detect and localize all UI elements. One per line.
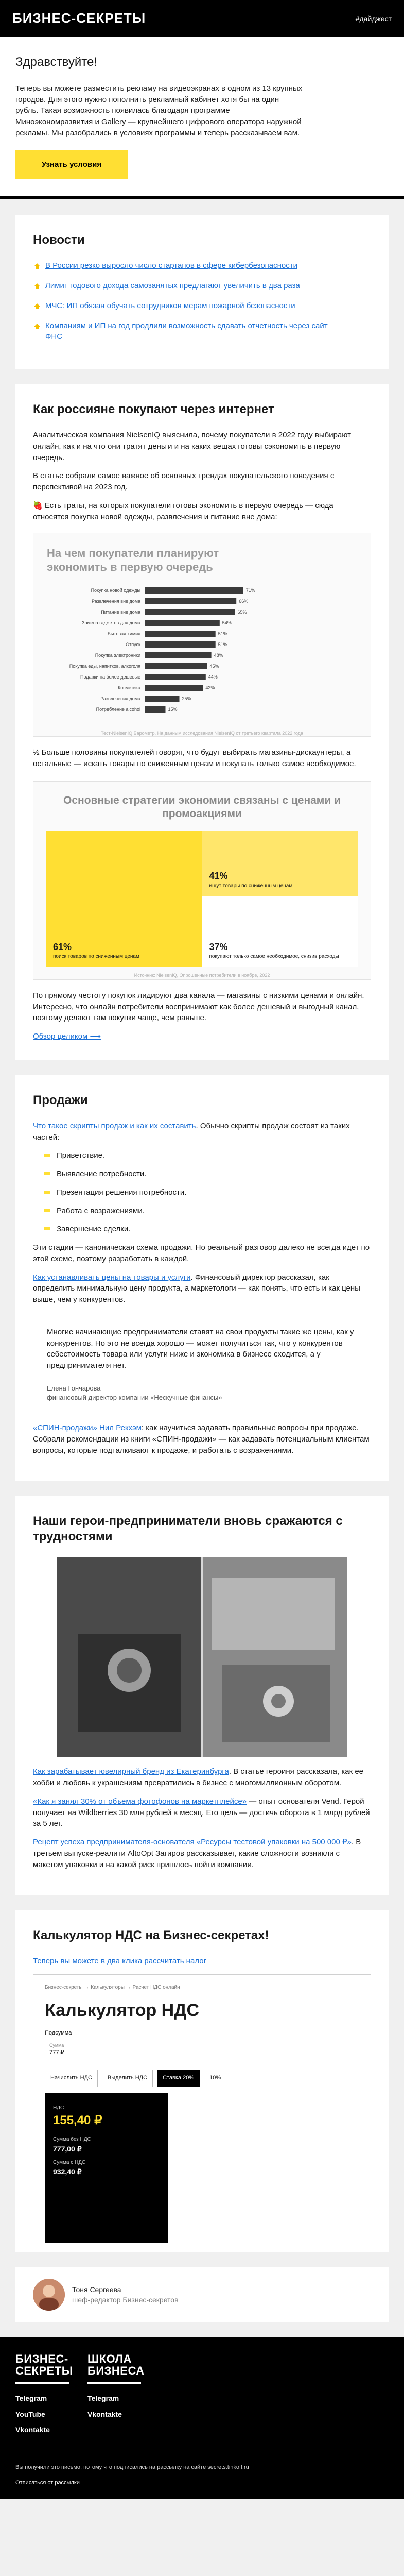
paragraph: ½ Больше половины покупателей говорят, что будут выбирать магазины-дискаунтеры, а остальные — искать товары по сниженным ценам и покупать только самое необходимое. [33, 748, 356, 769]
calculator-title: Калькулятор НДС на Бизнес-секретах! [33, 1928, 269, 1943]
footer-col-secrets [15, 2353, 87, 2440]
bar-label: Отпуск [126, 642, 140, 648]
news-item [33, 300, 371, 312]
subscription-note: Вы получили это письмо, потому что подписались на рассылку на сайте secrets.tinkoff.ru [15, 2464, 249, 2471]
news-item [33, 280, 371, 292]
extract-vat-button[interactable]: Выделить НДС [102, 2070, 153, 2087]
bar [145, 674, 206, 680]
strategy-right-column [202, 831, 359, 967]
news-link[interactable]: Компаниям и ИП на год продлили возможность сдавать отчетность через сайт ФНС [45, 321, 328, 342]
bar-label: Косметика [118, 685, 140, 691]
editor-role: шеф-редактор Бизнес-секретов [72, 2296, 179, 2304]
bar-label: Покупка электроники [95, 653, 140, 658]
bar-value-label: 45% [209, 664, 219, 669]
list-item: Презентация решения потребности. [44, 1187, 371, 1198]
news-bullet-icon [33, 282, 41, 290]
bar [145, 631, 216, 637]
bar-value-label: 65% [237, 609, 247, 615]
add-vat-button[interactable]: Начислить НДС [45, 2070, 98, 2087]
result-value: 777,00 ₽ [53, 2144, 82, 2153]
savings-bar-chart [33, 533, 371, 737]
bar [145, 598, 236, 604]
bar-label: Развлечения дома [100, 696, 140, 702]
bar-label: Развлечения вне дома [91, 599, 140, 604]
bar-value-label: 54% [222, 620, 232, 626]
paragraph: В статье собрали самое важное об основных трендах покупательского поведения с перспективой на 2023 год. [33, 471, 335, 492]
bar [145, 685, 203, 691]
bar-value-label: 48% [214, 653, 223, 658]
avatar [33, 2279, 65, 2311]
quote-text: Многие начинающие предприниматели ставят на свои продукты такие же цены, как у конкурентов. Но это не всегда хорошо — может получиться так, что у конкурентов себестоимость товара или услуги ниже и экономика в бизнесе сходится, а у предпринимателя нет. [47, 1327, 354, 1370]
bar-value-label: 15% [168, 707, 178, 713]
list-item: Приветствие. [44, 1150, 371, 1161]
vkontakte-link[interactable]: Vkontakte [15, 2425, 50, 2434]
bar-label: Покупка еды, напитков, алкоголя [69, 664, 140, 669]
jewelry-photo [57, 1557, 347, 1757]
input-value: 777 ₽ [49, 2049, 64, 2056]
bar-value-label: 51% [218, 642, 227, 648]
paragraph [33, 1766, 371, 1789]
strategy-value: 61% [53, 941, 72, 952]
bar-value-label: 42% [205, 685, 215, 691]
paragraph-text: . В третьем выпуске-реалити AltoOpt Загиров рассказывает, какие сложности возникли с макетом упаковки и на какой риск пришлось пойти компании. [33, 1838, 361, 1869]
paragraph: 🍓 Есть траты, на которых покупатели готовы экономить в первую очередь — сюда относятся покупка новой одежды, развлечения и питание вне дома: [33, 501, 333, 521]
calculator-section [15, 1910, 389, 2252]
bar-value-label: 51% [218, 631, 227, 637]
quote-role: финансовый директор компании «Нескучные финансы» [47, 1393, 222, 1401]
field-label: Подсумма [45, 2029, 72, 2036]
bar [145, 609, 235, 615]
consumers-section [15, 384, 389, 1060]
bar [145, 663, 207, 669]
sales-section [15, 1075, 389, 1481]
bar-label: Замена гаджетов для дома [82, 620, 140, 626]
bar [145, 620, 220, 626]
footer-logo-secrets[interactable]: БИЗНЕС-СЕКРЕТЫ [15, 2353, 69, 2384]
list-item: Выявление потребности. [44, 1168, 371, 1180]
heroes-title: Наши герои-предприниматели вновь сражаются с трудностями [33, 1514, 343, 1544]
scripts-link[interactable]: Что такое скрипты продаж и как их составить [33, 1121, 196, 1130]
paragraph [33, 1272, 371, 1306]
calculator-buttons [45, 2070, 359, 2087]
greeting: Здравствуйте! [15, 55, 98, 69]
news-link[interactable]: В России резко выросло число стартапов в сфере кибербезопасности [45, 261, 297, 270]
news-item [33, 260, 371, 272]
brand-logo[interactable]: БИЗНЕС-СЕКРЕТЫ [12, 10, 146, 26]
marketplace-link[interactable]: «Как я занял 30% от объема фотофонов на маркетплейсе» [33, 1797, 247, 1806]
paragraph-text: . Финансовый директор рассказал, как определить минимальную цену продукта, а маркетологи — как понять, что есть и как цены выше, чем у конкурентов. [33, 1273, 360, 1304]
expert-quote [33, 1314, 371, 1413]
chart-note: Тест-NielsenIQ Барометр, На данным исследования NielsenIQ от третьего квартала 2022 года [101, 730, 303, 736]
bar-label: Подарки на более дешевые [80, 674, 140, 680]
strategy-label: поиск товаров по сниженным ценам [53, 953, 139, 959]
bar-label: Покупка новой одежды [91, 588, 140, 594]
news-item [33, 320, 371, 343]
editor-signature [15, 2267, 389, 2322]
jewelry-workshop-image [57, 1557, 347, 1757]
paragraph-text: . В статье героиня рассказала, как ее хобби и любовь к украшениям превратились в бизнес с многомиллионным оборотом. [33, 1767, 364, 1788]
bar [145, 587, 243, 594]
chart-title: Основные стратегии экономии связаны с ценами и промоакциями [63, 794, 341, 820]
news-link[interactable]: МЧС: ИП обязан обучать сотрудников мерам пожарной безопасности [45, 301, 295, 310]
learn-conditions-button[interactable]: Узнать условия [15, 150, 128, 179]
strategy-label: ищут товары по сниженным ценам [209, 883, 293, 889]
sales-title: Продажи [33, 1093, 88, 1107]
bar [145, 706, 166, 713]
pricing-link[interactable]: Как устанавливать цены на товары и услуги [33, 1273, 191, 1282]
amount-input[interactable] [45, 2040, 136, 2061]
youtube-link[interactable]: YouTube [15, 2410, 45, 2418]
email-footer [0, 2337, 404, 2499]
calculator-preview[interactable] [33, 1974, 371, 2234]
news-bullet-icon [33, 262, 41, 270]
reality-link[interactable]: Рецепт успеха предпринимателя-основателя «Ресурсы тестовой упаковки на 500 000 ₽» [33, 1838, 352, 1847]
quote-author: Елена Гончарова [47, 1384, 101, 1392]
paragraph-text: . Обычно скрипты продаж состоят из таких частей: [33, 1121, 350, 1142]
calculator-result [45, 2093, 168, 2243]
unsubscribe-link[interactable]: Отписаться от рассылки [15, 2480, 80, 2486]
strategy-value: 41% [209, 871, 228, 882]
paragraph: Аналитическая компания NielsenIQ выяснила, почему покупатели в 2022 году выбирают онлайн, как и на что они тратят деньги и на каких вещах готовы сэкономить в первую очередь. [33, 431, 352, 462]
sales-stages-list [44, 1150, 371, 1235]
bar-chart-svg [47, 583, 314, 722]
bar-label: Питание вне дома [101, 609, 140, 615]
hero-text: Теперь вы можете разместить рекламу на видеоэкранах в одном из 13 крупных городов. Для этого нужно пополнить рекламный кабинет хотя бы на один рубль. Такая возможность появилась благодаря программе Миноэкономразвития и Gallery — крупнейшего цифрового оператора наружной рекламы. Мы разобрались в условиях программы и теперь рассказываем вам. [15, 83, 303, 138]
calculator-heading: Калькулятор НДС [45, 2000, 200, 2020]
strategy-value: 37% [209, 941, 228, 952]
bar-value-label: 66% [239, 599, 249, 604]
footer-logo-school[interactable]: ШКОЛА БИЗНЕСА [87, 2353, 141, 2384]
bar [145, 641, 216, 648]
result-value: 932,40 ₽ [53, 2167, 82, 2176]
signature-text [72, 2284, 179, 2306]
list-item: Работа с возражениями. [44, 1206, 371, 1217]
bar-value-label: 44% [208, 674, 218, 680]
editor-name: Тоня Сергеева [72, 2285, 121, 2294]
footer-columns [15, 2353, 389, 2440]
bar-value-label: 71% [245, 588, 255, 594]
rate-10-button[interactable]: 10% [204, 2070, 226, 2087]
input-label: Сумма [49, 2042, 64, 2048]
jewelry-link[interactable]: Как зарабатывает ювелирный бренд из Екатеринбурга [33, 1767, 229, 1776]
spin-link[interactable]: «СПИН-продажи» Нил Рекхэм [33, 1423, 142, 1433]
bar-label: Потребление alcohol [96, 707, 140, 713]
calculator-link[interactable]: Теперь вы можете в два клика рассчитать налог [33, 1957, 207, 1966]
paragraph: По прямому честоту покупок лидируют два канала — магазины с низкими ценами и онлайн. Интересно, что онлайн потребители воспринимают как более дешевый и выгодный канал, поэтому делают там покупки чаще, чем раньше. [33, 991, 364, 1023]
strategies-grid [46, 831, 358, 967]
news-section [15, 215, 389, 369]
news-title: Новости [33, 233, 85, 247]
bar [145, 652, 212, 658]
list-item: Завершение сделки. [44, 1224, 371, 1235]
rate-20-button[interactable]: Ставка 20% [157, 2070, 200, 2087]
email-header [0, 0, 404, 37]
news-bullet-icon [33, 322, 41, 330]
telegram-link[interactable]: Telegram [15, 2394, 47, 2403]
strategies-chart [33, 781, 371, 980]
full-review-link[interactable]: Обзор целиком ⟶ [33, 1032, 101, 1041]
result-label: Сумма без НДС [53, 2137, 91, 2143]
strategy-cell [202, 831, 359, 896]
chart-note: Источник: NielsenIQ, Опрошенные потребители в ноябре, 2022 [134, 973, 270, 978]
result-label: НДС [53, 2105, 64, 2111]
news-bullet-icon [33, 302, 41, 310]
breadcrumb: Бизнес-секреты → Калькуляторы → Расчет НДС онлайн [45, 1985, 180, 1991]
bar-value-label: 25% [182, 696, 191, 702]
bar [145, 696, 180, 702]
editor-photo [33, 2279, 65, 2311]
strategy-cell [202, 896, 359, 967]
heroes-section [15, 1496, 389, 1895]
news-link[interactable]: Лимит годового дохода самозанятых предлагают увеличить в два раза [45, 281, 300, 291]
footer-col-school [87, 2353, 160, 2440]
vkontakte-link[interactable]: Vkontakte [87, 2410, 122, 2418]
chart-title: На чем покупатели планируют экономить в первую очередь [47, 547, 219, 573]
paragraph-text: — опыт основателя Vend. Герой получает на Wildberries 30 млн рублей в месяц. Его цель — достичь оборота в 1 млрд рублей за 5 лет. [33, 1797, 370, 1828]
digest-hashtag: #дайджест [355, 14, 392, 23]
paragraph [33, 1796, 371, 1829]
paragraph-text: : как научиться задавать правильные вопросы при продаже. Собрали рекомендации из книги «СПИН-продажи» — как задавать потенциальным клиентам вопросы, которые подталкивают к продаже, и работать с возражениями. [33, 1423, 370, 1455]
result-label: Сумма с НДС [53, 2159, 86, 2165]
paragraph [33, 1837, 371, 1870]
bar-label: Бытовая химия [107, 631, 140, 637]
paragraph [33, 1422, 371, 1456]
strategy-label: покупают только самое необходимое, снизив расходы [209, 953, 339, 959]
paragraph [33, 1121, 371, 1143]
telegram-link[interactable]: Telegram [87, 2394, 119, 2403]
paragraph: Эти стадии — каноническая схема продажи. Но реальный разговор далеко не всегда идет по этой схеме, поэтому разработать в каждой. [33, 1243, 370, 1263]
strategy-cell [46, 831, 202, 967]
consumers-title: Как россияне покупают через интернет [33, 402, 274, 417]
hero-section [0, 37, 404, 199]
result-value: 155,40 ₽ [53, 2113, 102, 2128]
